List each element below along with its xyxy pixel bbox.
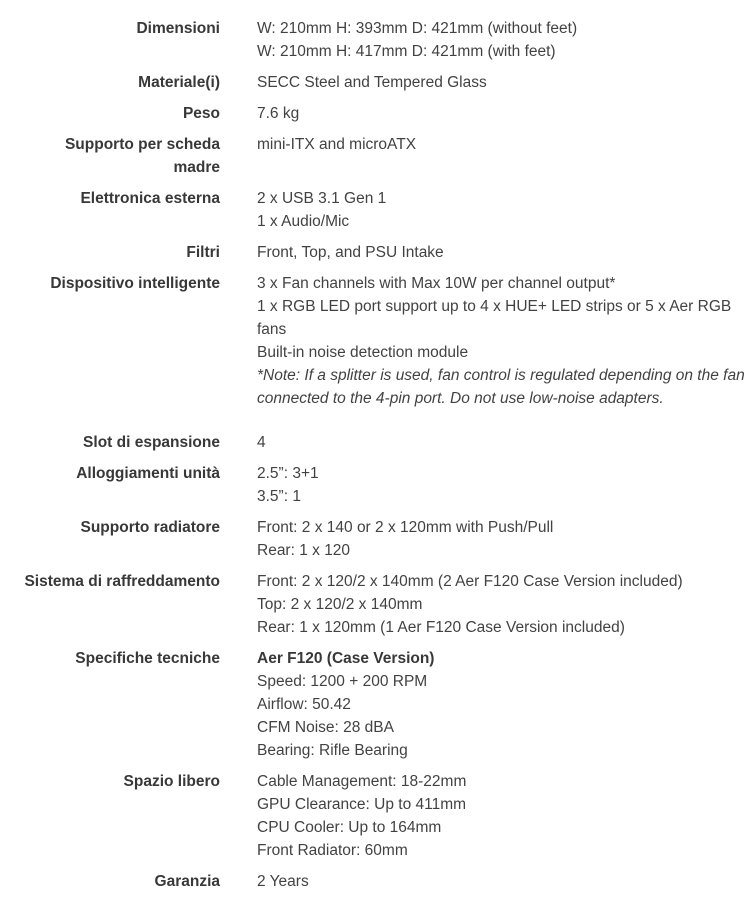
- spec-value-line: 3.5”: 1: [257, 488, 301, 505]
- spec-value-line: Aer F120 (Case Version): [257, 650, 435, 667]
- spec-value-line: Bearing: Rifle Bearing: [257, 742, 408, 759]
- spec-row: [18, 272, 748, 410]
- spec-value-line: 2.5”: 3+1: [257, 465, 319, 482]
- spec-value-line: GPU Clearance: Up to 411mm: [257, 796, 467, 813]
- spec-value-line: 1 x RGB LED port support up to 4 x HUE+ LED strips or 5 x Aer RGB fans: [257, 298, 732, 338]
- spec-value-line: Front: 2 x 140 or 2 x 120mm with Push/Pull: [257, 519, 554, 536]
- spec-value: [257, 462, 748, 508]
- spec-value: [257, 241, 748, 264]
- spec-value-line: SECC Steel and Tempered Glass: [257, 74, 487, 91]
- spec-row: [18, 431, 748, 454]
- spec-label: Garanzia: [154, 873, 220, 890]
- spec-value: [257, 102, 748, 125]
- spec-label: Dimensioni: [136, 20, 220, 37]
- spec-label: Elettronica esterna: [80, 190, 220, 207]
- spec-value: [257, 870, 748, 893]
- spec-label: Slot di espansione: [83, 434, 220, 451]
- spec-row: [18, 770, 748, 862]
- spec-value: [257, 272, 748, 410]
- spec-label: Peso: [182, 105, 220, 122]
- spec-value-line: 3 x Fan channels with Max 10W per channel output*: [257, 275, 616, 292]
- spec-value: [257, 570, 748, 639]
- spec-row: [18, 241, 748, 264]
- spec-value: [257, 516, 748, 562]
- spec-row: [18, 462, 748, 508]
- spec-value: [257, 17, 748, 63]
- spec-value-line: 1 x Audio/Mic: [257, 213, 350, 230]
- spec-label: Sistema di raffreddamento: [24, 573, 220, 590]
- spec-value-line: mini-ITX and microATX: [257, 136, 417, 153]
- spec-value: [257, 431, 748, 454]
- spec-value-line: 4: [257, 434, 266, 451]
- spec-row: [18, 133, 748, 179]
- spec-row: [18, 71, 748, 94]
- spec-value-line: CPU Cooler: Up to 164mm: [257, 819, 442, 836]
- spec-row: [18, 17, 748, 63]
- spec-value: [257, 71, 748, 94]
- spec-value-line: Cable Management: 18-22mm: [257, 773, 467, 790]
- spec-label: Filtri: [186, 244, 220, 261]
- spec-value-line: Rear: 1 x 120: [257, 542, 351, 559]
- spec-value-line: Top: 2 x 120/2 x 140mm: [257, 596, 423, 613]
- spec-label: Dispositivo intelligente: [50, 275, 220, 292]
- spec-value: [257, 187, 748, 233]
- spec-row: [18, 102, 748, 125]
- spec-value-line: W: 210mm H: 417mm D: 421mm (with feet): [257, 43, 556, 60]
- spec-value-line: Airflow: 50.42: [257, 696, 351, 713]
- spec-value-line: 2 x USB 3.1 Gen 1: [257, 190, 387, 207]
- spec-value-line: 7.6 kg: [257, 105, 300, 122]
- spec-row: [18, 570, 748, 639]
- spec-value-line: Speed: 1200 + 200 RPM: [257, 673, 428, 690]
- spec-value-line: CFM Noise: 28 dBA: [257, 719, 394, 736]
- spec-value: [257, 647, 748, 762]
- spec-row: [18, 870, 748, 893]
- spec-value-line: W: 210mm H: 393mm D: 421mm (without feet): [257, 20, 578, 37]
- spec-value-line: *Note: If a splitter is used, fan control is regulated depending on the fan connected to the 4-pin port. Do not use low-noise adapters.: [257, 367, 745, 407]
- spec-label: Supporto per scheda madre: [64, 136, 220, 176]
- spec-value-line: Rear: 1 x 120mm (1 Aer F120 Case Version included): [257, 619, 625, 636]
- spec-label: Specifiche tecniche: [75, 650, 220, 667]
- spec-row: [18, 516, 748, 562]
- spec-value: [257, 133, 748, 156]
- spec-row: [18, 187, 748, 233]
- spec-label: Supporto radiatore: [80, 519, 220, 536]
- spec-value-line: Front, Top, and PSU Intake: [257, 244, 444, 261]
- spec-value-line: Front Radiator: 60mm: [257, 842, 408, 859]
- spec-label: Materiale(i): [138, 74, 220, 91]
- spec-label: Spazio libero: [123, 773, 220, 790]
- spec-value: [257, 770, 748, 862]
- spec-value-line: Front: 2 x 120/2 x 140mm (2 Aer F120 Case Version included): [257, 573, 683, 590]
- spec-row: [18, 647, 748, 762]
- spec-label: Alloggiamenti unità: [76, 465, 220, 482]
- spec-value-line: 2 Years: [257, 873, 309, 890]
- spec-value-line: Built-in noise detection module: [257, 344, 469, 361]
